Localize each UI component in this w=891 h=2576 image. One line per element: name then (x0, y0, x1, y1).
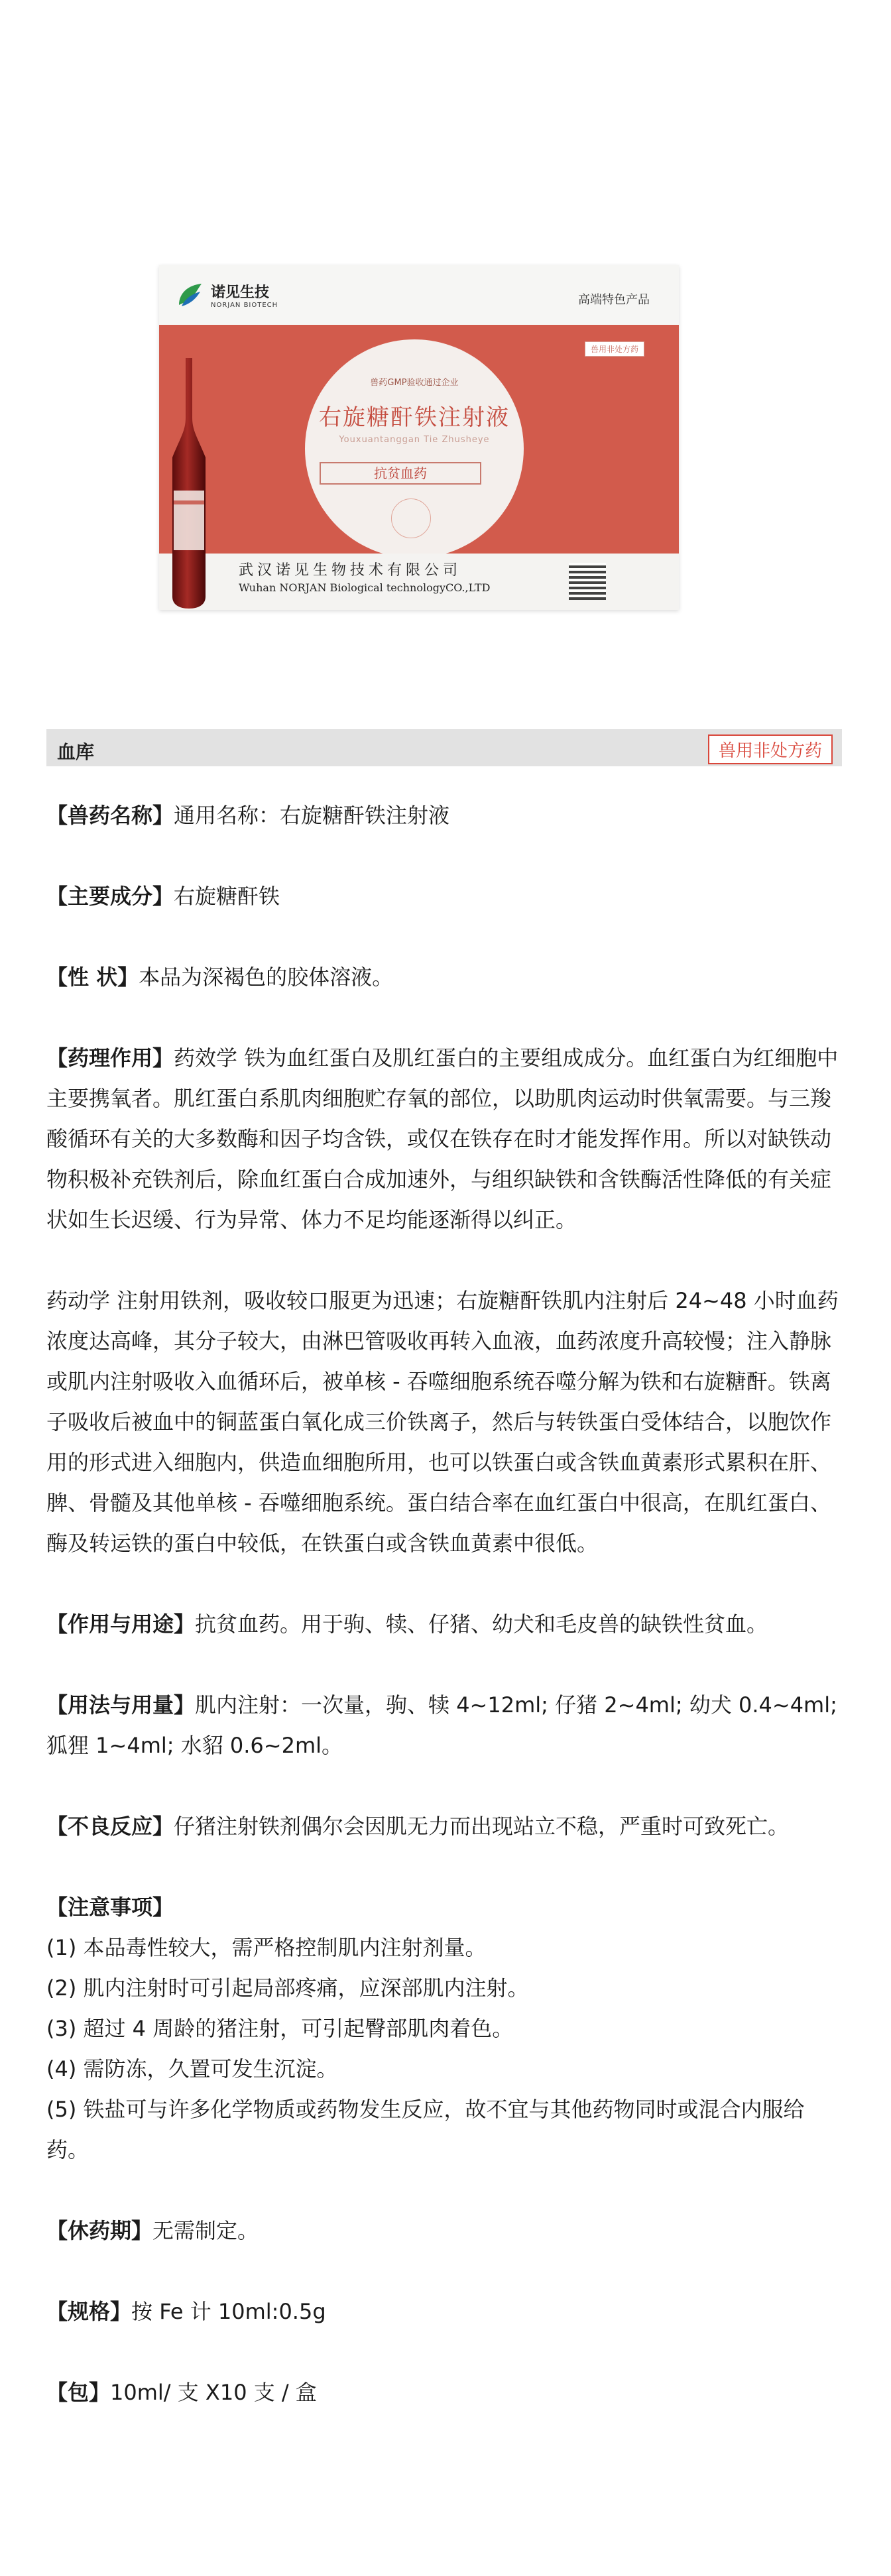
para-label: 【包】 (46, 2380, 111, 2405)
section-title: 血库 (57, 741, 95, 763)
para-text: 右旋糖酐铁 (174, 884, 280, 909)
product-circle (305, 339, 524, 558)
para-label: 【兽药名称】 (46, 803, 174, 828)
para-text: 10ml/ 支 X10 支 / 盒 (110, 2380, 317, 2405)
para-label: 【作用与用途】 (46, 1611, 196, 1637)
company-name-en: Wuhan NORJAN Biological technologyCO.,LTD (239, 581, 491, 594)
paragraph-withdrawal (46, 2211, 845, 2251)
product-pinyin: Youxuantanggan Tie Zhusheye (339, 435, 490, 445)
para-text: 本品为深褐色的胶体溶液。 (139, 965, 394, 990)
paragraph-pharmacokinetics (46, 1281, 845, 1564)
para-label: 【用法与用量】 (46, 1692, 196, 1718)
notes-item: (1) 本品毒性较大，需严格控制肌内注射剂量。 (46, 1935, 487, 1960)
brand-logo (175, 280, 278, 310)
paragraph-name (46, 795, 845, 836)
paragraph-indications (46, 1604, 845, 1645)
para-label: 【主要成分】 (46, 884, 174, 909)
notes-item: (5) 铁盐可与许多化学物质或药物发生反应，故不宜与其他药物同时或混合内服给药。 (46, 2097, 805, 2162)
leaf-logo-icon (175, 280, 206, 310)
para-text: 无需制定。 (152, 2218, 259, 2243)
product-image (159, 265, 689, 616)
para-label: 【不良反应】 (46, 1814, 174, 1839)
brand-name-en: NORJAN BIOTECH (211, 302, 278, 309)
paragraph-package (46, 2372, 845, 2413)
section-header (46, 729, 842, 766)
para-text: 抗贫血药。用于驹、犊、仔猪、幼犬和毛皮兽的缺铁性贫血。 (195, 1611, 768, 1637)
paragraph-ingredients (46, 876, 845, 917)
paragraph-adverse (46, 1806, 845, 1847)
para-text: 药动学 注射用铁剂，吸收较口服更为迅速；右旋糖酐铁肌内注射后 24~48 小时血药浓度达高峰，其分子较大，由淋巴管吸收再转入血液，血药浓度升高较慢；注入静脉或肌内注射吸收入血循环后，被单核 - 吞噬细胞系统吞噬分解为铁和右旋糖酐。铁离子吸收后被血中的铜蓝蛋白氧化成三价铁离子，然后与转铁蛋白受体结合，以胞饮作用的形式进入细胞内，供造血细胞所用，也可以铁蛋白或含铁血黄素形式累积在肝、脾、骨髓及其他单核 - 吞噬细胞系统。蛋白结合率在血红蛋白中很高，在肌红蛋白、酶及转运铁的蛋白中较低，在铁蛋白或含铁血黄素中很低。 (46, 1288, 839, 1556)
notes-item: (3) 超过 4 周龄的猪注射，可引起臀部肌肉着色。 (46, 2016, 514, 2041)
para-text: 肌内注射：一次量，驹、犊 4~12ml; 仔猪 2~4ml; 幼犬 0.4~4ml; 狐狸 1~4ml; 水貂 0.6~2ml。 (46, 1692, 837, 1758)
otc-badge: 兽用非处方药 (708, 734, 833, 764)
notes-item: (4) 需防冻，久置可发生沉淀。 (46, 2056, 338, 2081)
paragraph-appearance (46, 957, 845, 998)
product-name: 右旋糖酐铁注射液 (319, 404, 510, 431)
product-box (159, 265, 679, 610)
seal-icon (391, 498, 431, 538)
paragraph-dosage (46, 1685, 845, 1766)
para-label: 【性 状】 (46, 965, 139, 990)
gmp-text: 兽药GMP验收通过企业 (370, 378, 459, 388)
otc-label: 兽用非处方药 (585, 341, 644, 357)
notes-label: 【注意事项】 (46, 1895, 174, 1920)
company-name-cn: 武汉诺见生物技术有限公司 (239, 562, 462, 579)
product-description (46, 795, 845, 2413)
box-footer (159, 554, 679, 610)
para-label: 【药理作用】 (46, 1045, 174, 1071)
para-label: 【规格】 (46, 2299, 132, 2324)
para-text: 药效学 铁为血红蛋白及肌红蛋白的主要组成成分。血红蛋白为红细胞中主要携氧者。肌红蛋白系肌肉细胞贮存氧的部位，以助肌肉运动时供氧需要。与三羧酸循环有关的大多数酶和因子均含铁，或仅在铁存在时才能发挥作用。所以对缺铁动物积极补充铁剂后，除血红蛋白合成加速外，与组织缺铁和含铁酶活性降低的有关症状如生长迟缓、行为异常、体力不足均能逐渐得以纠正。 (46, 1045, 839, 1232)
product-use: 抗贫血药 (320, 462, 481, 485)
paragraph-spec (46, 2292, 845, 2332)
notes-item: (2) 肌内注射时可引起局部疼痛，应深部肌内注射。 (46, 1975, 529, 2001)
ampoule-icon (166, 358, 212, 610)
qr-code-icon (569, 563, 606, 600)
box-header (159, 265, 679, 325)
para-text: 仔猪注射铁剂偶尔会因肌无力而出现站立不稳，严重时可致死亡。 (174, 1814, 790, 1839)
paragraph-pharmacology (46, 1038, 845, 1240)
para-label: 【休药期】 (46, 2218, 153, 2243)
brand-name-cn: 诺见生技 (211, 284, 270, 301)
para-text: 按 Fe 计 10ml:0.5g (131, 2299, 326, 2324)
premium-tag: 高端特色产品 (578, 293, 650, 307)
para-text: 通用名称：右旋糖酐铁注射液 (174, 803, 450, 828)
